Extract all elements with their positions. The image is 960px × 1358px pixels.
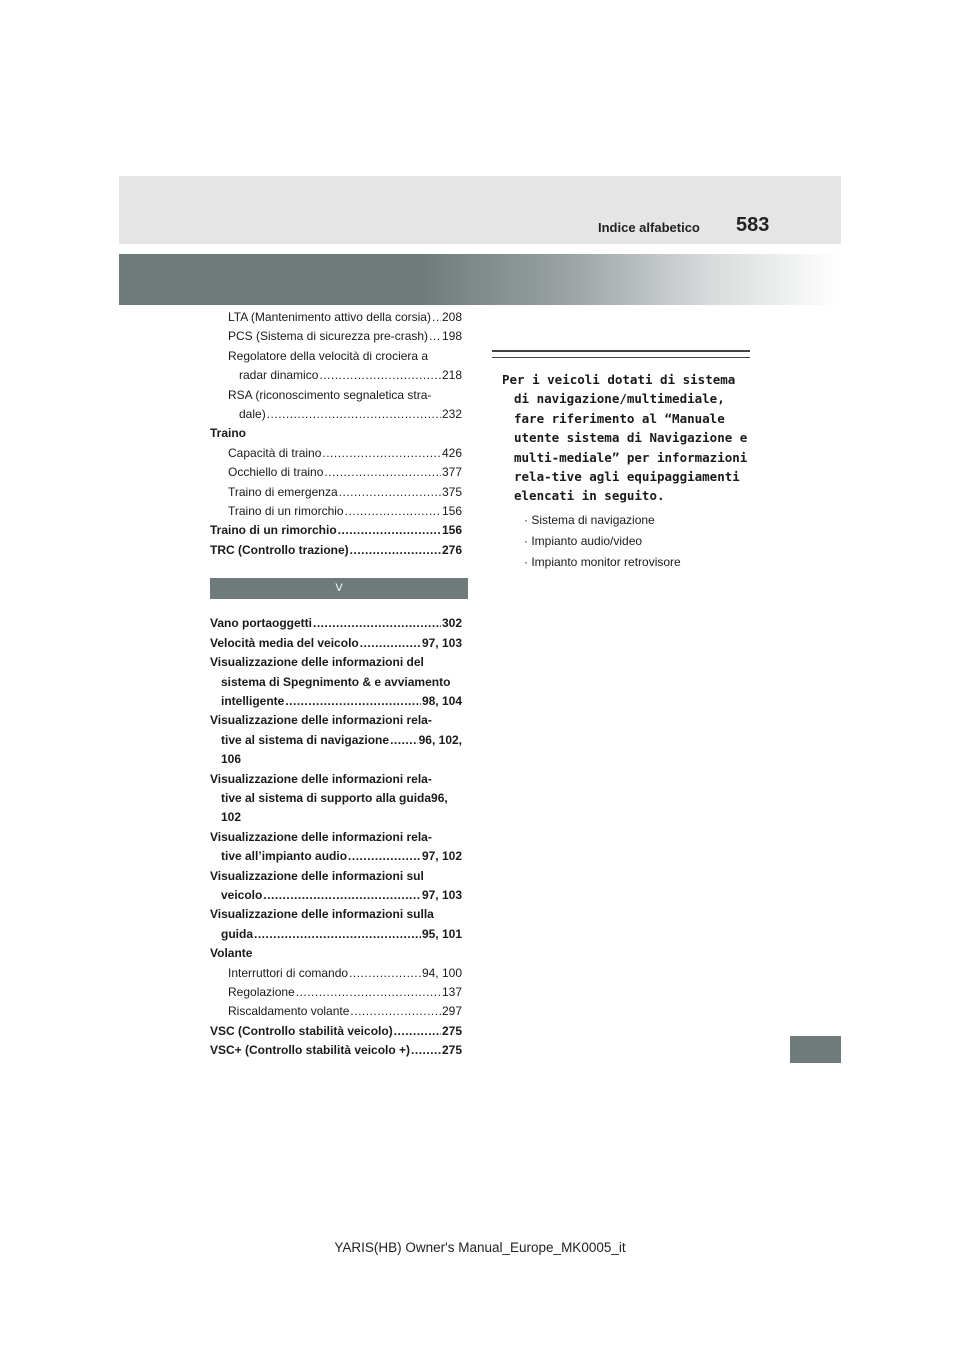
entry-term: Regolatore della velocità di crociera a	[228, 348, 429, 363]
entry-term: Vano portaoggetti	[210, 616, 312, 631]
entry-page-ref: 95, 101	[421, 926, 462, 941]
dot-leader	[267, 405, 441, 424]
note-item: · Sistema di navigazione	[524, 512, 655, 527]
double-rule-divider	[492, 350, 750, 358]
index-block-t	[210, 308, 462, 560]
entry-page-ref: 96, 102,	[418, 732, 462, 747]
index-column	[210, 308, 462, 1061]
entry-term: guida	[221, 926, 253, 941]
entry-page-ref: 106	[221, 752, 242, 767]
entry-term: Traino di emergenza	[228, 484, 338, 499]
dot-leader	[285, 692, 421, 711]
entry-term: Velocità media del veicolo	[210, 635, 359, 650]
entry-term: Visualizzazione delle informazioni sulla	[210, 907, 434, 922]
index-entry	[210, 347, 462, 386]
entry-page-ref: 102	[221, 810, 242, 825]
entry-term: tive al sistema di navigazione	[221, 732, 390, 747]
entry-term: Traino di un rimorchio	[228, 504, 344, 519]
entry-page-ref: 97, 103	[421, 635, 462, 650]
entry-term: VSC+ (Controllo stabilità veicolo +)	[210, 1043, 411, 1058]
index-entry	[210, 634, 462, 653]
entry-page-ref: 377	[441, 465, 462, 480]
entry-page-ref: 375	[441, 484, 462, 499]
entry-term: Interruttori di comando	[228, 965, 349, 980]
entry-term: Visualizzazione delle informazioni sul	[210, 868, 424, 883]
entry-term: tive al sistema di supporto alla guida96,	[221, 790, 448, 805]
entry-page-ref: 97, 102	[421, 849, 462, 864]
entry-term: Visualizzazione delle informazioni rela-	[210, 713, 432, 728]
index-entry	[210, 1022, 462, 1041]
entry-page-ref: 232	[441, 407, 462, 422]
entry-term: Traino	[210, 426, 247, 441]
entry-term: Traino di un rimorchio	[210, 523, 337, 538]
note-item: · Impianto audio/video	[524, 533, 643, 548]
index-entry	[210, 653, 462, 711]
index-entry	[210, 327, 462, 346]
dot-leader	[432, 308, 441, 327]
dot-leader	[411, 1041, 441, 1060]
dot-leader	[348, 847, 421, 866]
index-entry	[210, 502, 462, 521]
entry-page-ref: 94, 100	[421, 965, 462, 980]
dot-leader	[319, 366, 441, 385]
index-entry	[210, 463, 462, 482]
index-entry	[210, 828, 462, 867]
entry-page-ref: 275	[441, 1023, 462, 1038]
index-entry	[210, 424, 462, 443]
dot-leader	[339, 483, 441, 502]
entry-page-ref: 276	[441, 542, 462, 557]
index-entry	[210, 483, 462, 502]
dot-leader	[254, 925, 421, 944]
entry-term: Occhiello di traino	[228, 465, 324, 480]
entry-page-ref: 426	[441, 445, 462, 460]
section-title: Indice alfabetico	[598, 220, 700, 235]
entry-term: PCS (Sistema di sicurezza pre-crash)	[228, 329, 429, 344]
entry-page-ref: 156	[441, 523, 462, 538]
entry-term: Riscaldamento volante	[228, 1004, 350, 1019]
dot-leader	[350, 1002, 441, 1021]
index-entry	[210, 521, 462, 540]
entry-term: Visualizzazione delle informazioni del	[210, 655, 424, 670]
entry-page-ref: 302	[441, 616, 462, 631]
dot-leader	[350, 541, 441, 560]
note-item: · Impianto monitor retrovisore	[524, 554, 681, 569]
dot-leader	[360, 634, 421, 653]
entry-term: intelligente	[221, 693, 285, 708]
index-entry	[210, 711, 462, 769]
dot-leader	[390, 731, 418, 750]
entry-page-ref: 98, 104	[421, 693, 462, 708]
entry-term: TRC (Controllo trazione)	[210, 542, 349, 557]
dot-leader	[338, 521, 441, 540]
entry-term: Regolazione	[228, 985, 295, 999]
index-entry	[210, 444, 462, 463]
dot-leader	[313, 614, 441, 633]
entry-term: dale)	[239, 407, 266, 422]
note-heading: Per i veicoli dotati di sistema di navigazione/multimediale, fare riferimento al “Manuale utente sistema di Navigazione e multi-mediale” per informazioni rela-tive agli equipaggiamenti elencati in seguito.	[502, 372, 748, 504]
index-entry	[210, 983, 462, 1002]
entry-term: RSA (riconoscimento segnaletica stra-	[228, 387, 432, 402]
index-entry	[210, 905, 462, 944]
entry-term: Capacità di traino	[228, 445, 322, 460]
entry-term: sistema di Spegnimento & e avviamento	[221, 674, 451, 689]
page-number: 583	[736, 214, 770, 236]
dot-leader	[394, 1022, 441, 1041]
dot-leader	[263, 886, 421, 905]
entry-term: Visualizzazione delle informazioni rela-	[210, 771, 432, 786]
dot-leader	[349, 964, 421, 983]
dot-leader	[429, 327, 441, 346]
dot-leader	[296, 983, 441, 1002]
entry-page-ref: 97, 103	[421, 887, 462, 902]
chapter-tab-marker	[790, 1036, 841, 1063]
entry-page-ref: 218	[441, 368, 462, 383]
navigation-note	[492, 350, 750, 573]
dot-leader	[345, 502, 441, 521]
entry-term: veicolo	[221, 887, 263, 902]
index-entry	[210, 964, 462, 983]
entry-term: LTA (Mantenimento attivo della corsia)	[228, 310, 431, 324]
decorative-gradient-band	[119, 254, 841, 305]
entry-page-ref: 275	[441, 1043, 462, 1058]
entry-term: Visualizzazione delle informazioni rela-	[210, 829, 432, 844]
index-entry	[210, 614, 462, 633]
entry-page-ref: 137	[441, 985, 462, 999]
entry-term: Volante	[210, 946, 253, 961]
entry-page-ref: 198	[441, 329, 462, 344]
dot-leader	[324, 463, 441, 482]
entry-term: VSC (Controllo stabilità veicolo)	[210, 1023, 393, 1038]
entry-page-ref: 208	[441, 310, 462, 324]
letter-heading-v: V	[210, 578, 468, 599]
index-entry	[210, 1002, 462, 1021]
index-entry	[210, 770, 462, 828]
index-entry	[210, 386, 462, 425]
index-entry	[210, 541, 462, 560]
note-list	[492, 510, 750, 573]
index-entry	[210, 867, 462, 906]
index-entry	[210, 308, 462, 327]
footer-text: YARIS(HB) Owner's Manual_Europe_MK0005_it	[334, 1240, 626, 1255]
entry-term: tive all’impianto audio	[221, 849, 348, 864]
index-entry	[210, 1041, 462, 1060]
header-band	[119, 176, 841, 244]
index-block-v	[210, 614, 462, 1060]
index-entry	[210, 944, 462, 963]
entry-term: radar dinamico	[239, 368, 319, 383]
dot-leader	[322, 444, 441, 463]
entry-page-ref: 297	[441, 1004, 462, 1019]
entry-page-ref: 156	[441, 504, 462, 519]
